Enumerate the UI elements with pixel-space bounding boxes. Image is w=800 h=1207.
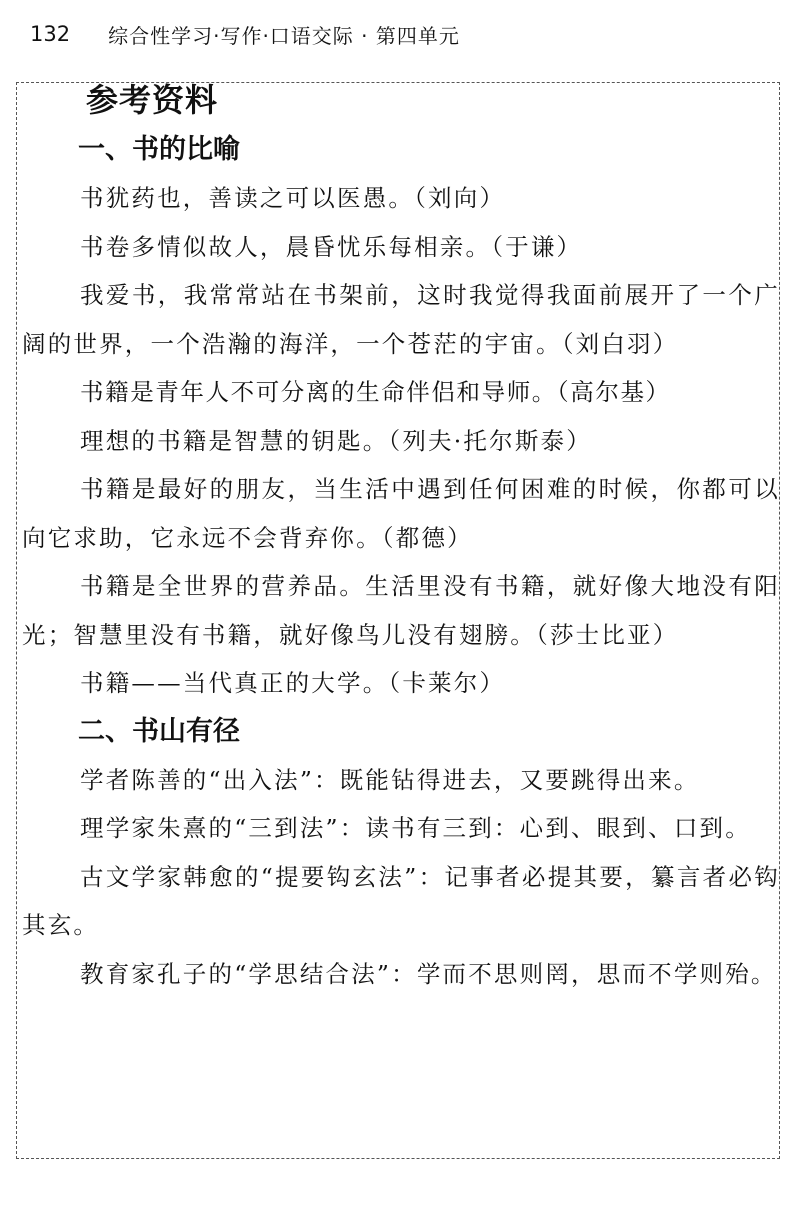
quote-gorky: 书籍是青年人不可分离的生命伴侣和导师。（高尔基） <box>80 378 671 406</box>
quote-tolstoy: 理想的书籍是智慧的钥匙。（列夫·托尔斯泰） <box>80 426 592 455</box>
quote-liu-xiang: 书犹药也，善读之可以医愚。（刘向） <box>80 184 506 212</box>
method-chen-shan: 学者陈善的“出入法”：既能钻得进去，又要跳得出来。 <box>80 765 700 794</box>
quote-yu-qian: 书卷多情似故人，晨昏忧乐每相亲。（于谦） <box>80 232 583 261</box>
method-han-yu: 古文学家韩愈的“提要钩玄法”：记事者必提其要，纂言者必钩其玄。 <box>22 862 780 939</box>
subheading-book-metaphors: 一、书的比喻 <box>78 134 240 165</box>
quote-liu-baiyu: 我爱书，我常常站在书架前，这时我觉得我面前展开了一个广阔的世界，一个浩瀚的海洋，一个苍茫的宇宙。（刘白羽） <box>22 281 780 358</box>
quote-shakespeare: 书籍是全世界的营养品。生活里没有书籍，就好像大地没有阳光；智慧里没有书籍，就好像鸟儿没有翅膀。（莎士比亚） <box>22 572 780 649</box>
method-confucius: 教育家孔子的“学思结合法”：学而不思则罔，思而不学则殆。 <box>80 959 777 988</box>
text-block <box>22 126 780 998</box>
quote-carlyle: 书籍——当代真正的大学。（卡莱尔） <box>80 669 506 697</box>
method-zhu-xi: 理学家朱熹的“三到法”：读书有三到：心到、眼到、口到。 <box>80 814 751 842</box>
running-header <box>30 14 460 54</box>
running-title: 综合性学习·写作·口语交际 · 第四单元 <box>108 23 460 48</box>
quote-daudet: 书籍是最好的朋友，当生活中遇到任何困难的时候，你都可以向它求助，它永远不会背弃你。（都德） <box>22 475 780 552</box>
section-title: 参考资料 <box>86 81 219 119</box>
page-number: 132 <box>30 22 71 46</box>
subheading-reading-methods: 二、书山有径 <box>78 715 240 747</box>
